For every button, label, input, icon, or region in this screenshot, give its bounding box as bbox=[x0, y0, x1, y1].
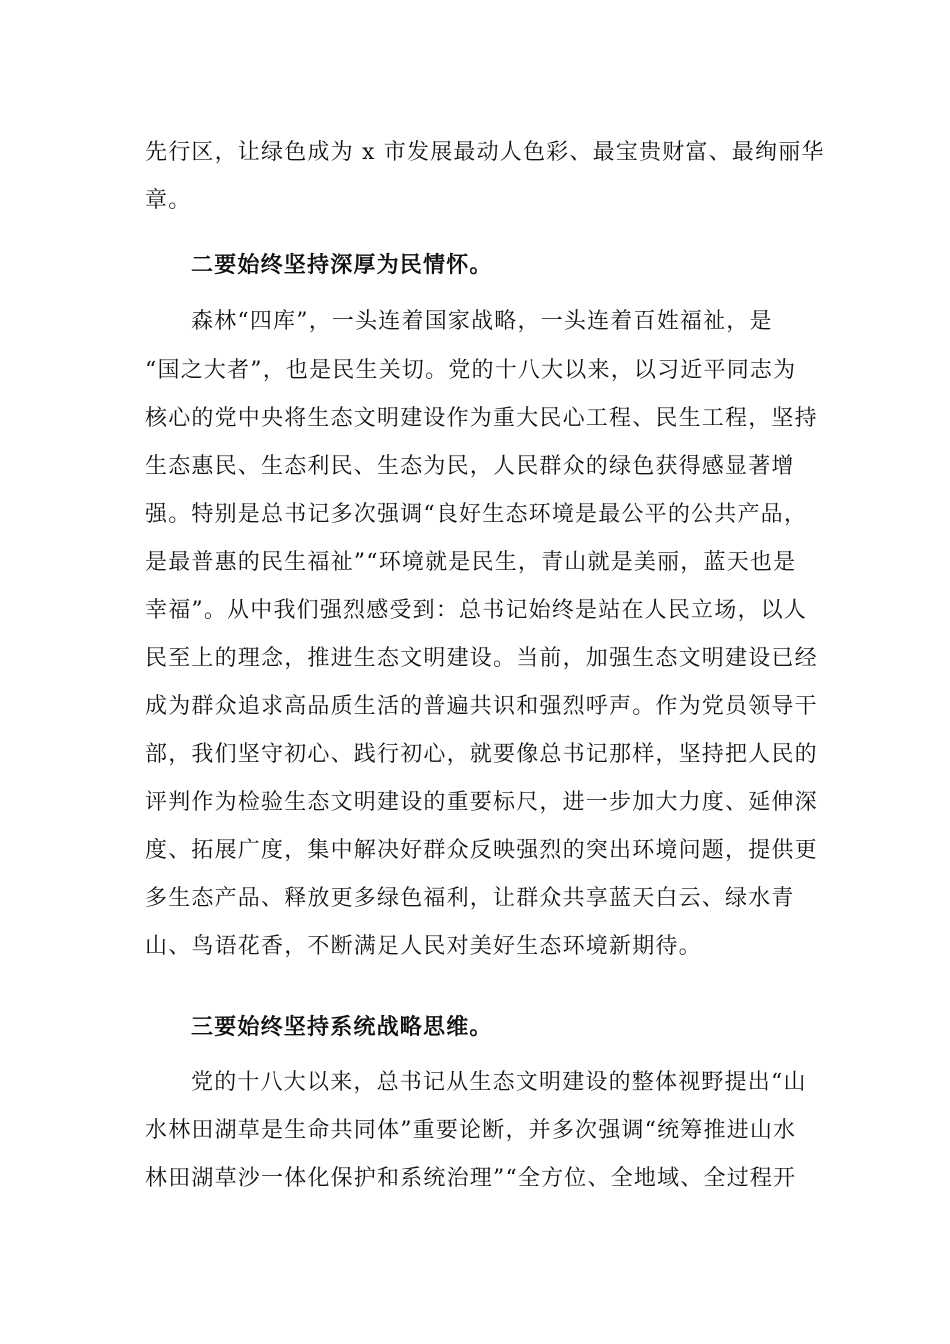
text-line: 多生态产品、释放更多绿色福利，让群众共享蓝天白云、绿水青 bbox=[145, 886, 795, 911]
text-line: 是最普惠的民生福祉”“环境就是民生，青山就是美丽，蓝天也是 bbox=[145, 550, 797, 575]
text-line: 幸福”。从中我们强烈感受到：总书记始终是站在人民立场，以人 bbox=[145, 598, 808, 623]
text-line: 评判作为检验生态文明建设的重要标尺，进一步加大力度、延伸深 bbox=[145, 790, 818, 815]
text-line: 林田湖草沙一体化保护和系统治理”“全方位、全地域、全过程开 bbox=[145, 1166, 797, 1191]
text-line: 强。特别是总书记多次强调“良好生态环境是最公平的公共产品， bbox=[145, 502, 808, 527]
text-line: 先行区，让绿色成为 x 市发展最动人色彩、最宝贵财富、最绚丽华 bbox=[145, 140, 825, 165]
text-line: 度、拓展广度，集中解决好群众反映强烈的突出环境问题，提供更 bbox=[145, 838, 818, 863]
text-line: 水林田湖草是生命共同体”重要论断，并多次强调“统筹推进山水 bbox=[145, 1118, 797, 1143]
text-line: 山、鸟语花香，不断满足人民对美好生态环境新期待。 bbox=[145, 934, 702, 959]
text-line: 党的十八大以来，总书记从生态文明建设的整体视野提出“山 bbox=[191, 1070, 807, 1095]
section-heading: 二要始终坚持深厚为民情怀。 bbox=[191, 252, 493, 278]
text-line: 部，我们坚守初心、践行初心，就要像总书记那样，坚持把人民的 bbox=[145, 742, 818, 767]
text-line: 森林“四库”，一头连着国家战略，一头连着百姓福祉，是 bbox=[191, 309, 773, 334]
text-line: 生态惠民、生态利民、生态为民，人民群众的绿色获得感显著增 bbox=[145, 454, 795, 479]
text-line: 核心的党中央将生态文明建设作为重大民心工程、民生工程，坚持 bbox=[145, 406, 818, 431]
text-line: “国之大者”，也是民生关切。党的十八大以来，以习近平同志为 bbox=[145, 358, 797, 383]
text-line: 章。 bbox=[145, 188, 192, 213]
text-line: 成为群众追求高品质生活的普遍共识和强烈呼声。作为党员领导干 bbox=[145, 694, 818, 719]
section-heading: 三要始终坚持系统战略思维。 bbox=[191, 1014, 493, 1040]
text-line: 民至上的理念，推进生态文明建设。当前，加强生态文明建设已经 bbox=[145, 646, 818, 671]
